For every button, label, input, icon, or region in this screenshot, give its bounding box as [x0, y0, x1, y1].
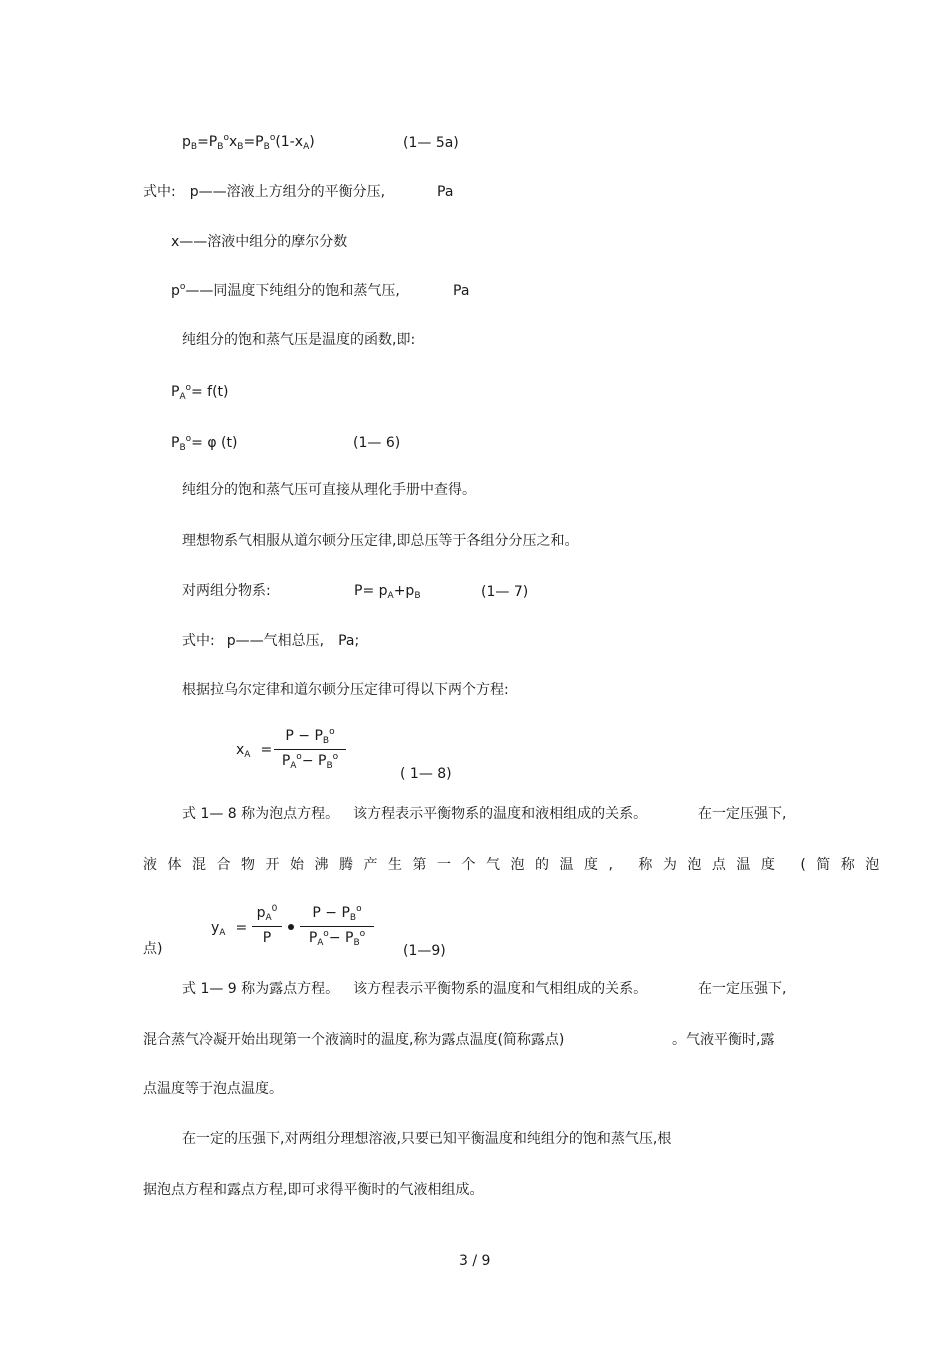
paragraph-dew-point-line1: 式 1— 9 称为露点方程。 该方程表示平衡物系的温度和气相组成的关系。	[182, 981, 648, 997]
equation-1-5a: $p_B=P_B^ox_B=P_B^o(1-x_A)$	[182, 133, 315, 152]
paragraph-dalton-law: 理想物系气相服从道尔顿分压定律,即总压等于各组分分压之和。	[182, 533, 579, 549]
legend-line-vapor-pressure: $p^o——$同温度下纯组分的饱和蒸气压,	[171, 282, 400, 299]
legend-unit-pa-1: Pa	[437, 184, 454, 200]
paragraph-dew-point-line3: 点温度等于泡点温度。	[143, 1081, 283, 1097]
equation-1-7-label: 对两组分物系:	[182, 583, 271, 599]
paragraph-dew-point-line2-end: 。气液平衡时,露	[672, 1032, 775, 1048]
paragraph-final-line1: 在一定的压强下,对两组分理想溶液,只要已知平衡温度和纯组分的饱和蒸气压,根	[182, 1131, 672, 1147]
equation-number-1-5a: (1— 5a)	[403, 135, 459, 151]
legend-unit-pa-2: Pa	[453, 283, 470, 299]
paragraph-bubble-point-line3: 点)	[143, 941, 163, 957]
paragraph-two-equations: 根据拉乌尔定律和道尔顿分压定律可得以下两个方程:	[182, 682, 509, 698]
paragraph-bubble-point-line1: 式 1— 8 称为泡点方程。 该方程表示平衡物系的温度和液相组成的关系。	[182, 806, 648, 822]
paragraph-bubble-point-line2: 液体混合物开始沸腾产生第一个气泡的温度, 称为泡点温度 (简称泡	[143, 857, 890, 873]
equation-number-1-6: (1— 6)	[353, 435, 401, 451]
equation-1-9-multiply-dot	[288, 924, 294, 930]
equation-1-8-lhs: $x_A$ =	[236, 742, 273, 760]
legend-line-partial-pressure: 式中: p——溶液上方组分的平衡分压,	[143, 184, 386, 200]
paragraph-bubble-point-line1-end: 在一定压强下,	[698, 806, 787, 822]
equation-1-9-lhs: $y_A$ =	[211, 920, 248, 938]
paragraph-temperature-function: 纯组分的饱和蒸气压是温度的函数,即:	[182, 332, 416, 348]
equation-number-1-8: ( 1— 8)	[400, 766, 452, 782]
legend-line-mole-fraction: x——溶液中组分的摩尔分数	[171, 234, 348, 250]
page-number: 3 / 9	[459, 1253, 491, 1269]
paragraph-dew-point-line2: 混合蒸气冷凝开始出现第一个液滴时的温度,称为露点温度(简称露点)	[143, 1032, 565, 1048]
equation-number-1-9: (1—9)	[403, 943, 446, 959]
equation-pa-ft: $P_A^o= f(t)$	[171, 383, 229, 402]
paragraph-handbook: 纯组分的饱和蒸气压可直接从理化手册中查得。	[182, 482, 476, 498]
equation-1-8-fraction: $P - P_B^o$ $P_A^o- P_B^o$	[274, 726, 346, 773]
equation-1-7: $P= p_A+p_B$	[354, 583, 421, 601]
equation-1-9-fraction-2: $P - P_B^o$ $P_A^o- P_B^o$	[300, 903, 374, 950]
equation-pb-phi: $P_B^o= \varphi$ (t)	[171, 434, 238, 453]
paragraph-dew-point-line1-end: 在一定压强下,	[698, 981, 787, 997]
legend-total-pressure: 式中: p——气相总压, Pa;	[182, 633, 360, 649]
equation-1-9-fraction-1: $p_A^0$ P	[252, 903, 282, 948]
equation-number-1-7: (1— 7)	[481, 584, 529, 600]
paragraph-final-line2: 据泡点方程和露点方程,即可求得平衡时的气液相组成。	[143, 1182, 484, 1198]
